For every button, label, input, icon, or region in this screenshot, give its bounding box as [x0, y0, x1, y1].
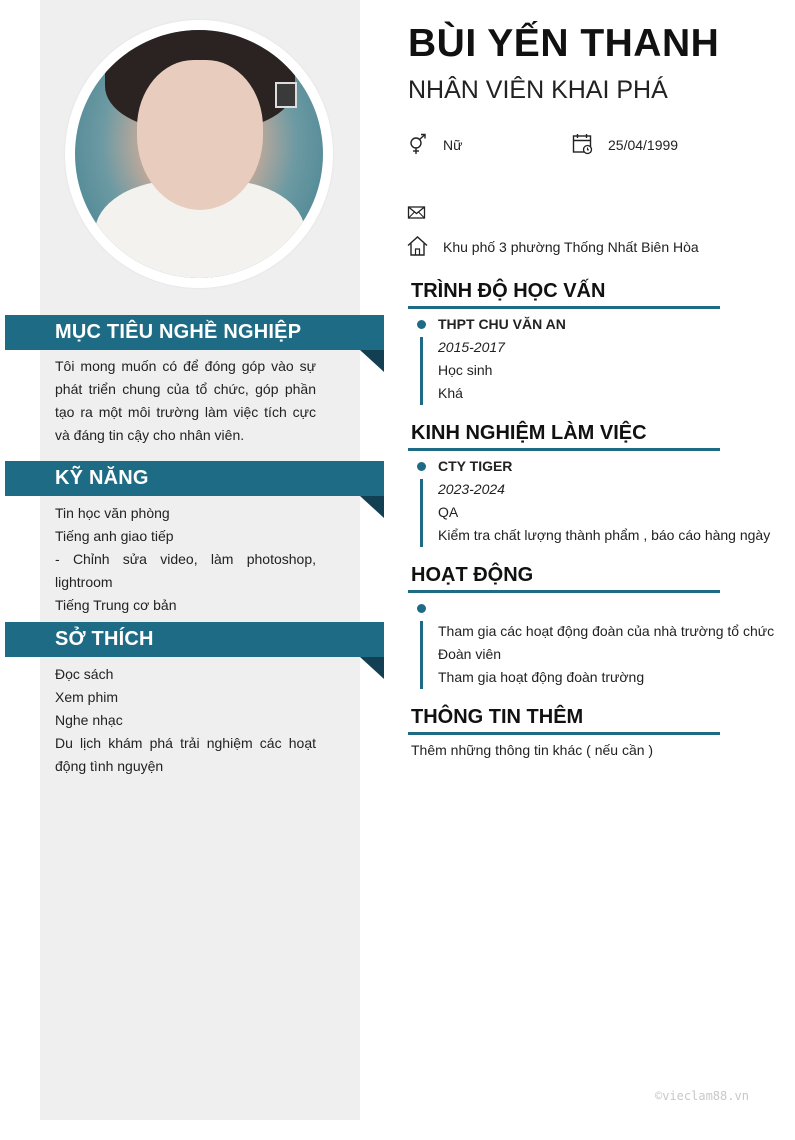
additional-text: Thêm những thông tin khác ( nếu cần )	[411, 742, 654, 758]
experience-period: 2023-2024	[438, 481, 505, 497]
activities-entry	[438, 620, 774, 689]
experience-entry	[438, 455, 770, 547]
timeline-dot	[417, 320, 426, 329]
gender-icon	[407, 133, 429, 155]
gender-value: Nữ	[443, 137, 463, 153]
education-line: Học sinh	[438, 362, 493, 378]
experience-rule	[408, 448, 720, 451]
address-value: Khu phố 3 phường Thống Nhất Biên Hòa	[443, 239, 699, 255]
skills-fold	[360, 496, 384, 518]
watermark: ©vieclam88.vn	[655, 1089, 749, 1103]
education-rule	[408, 306, 720, 309]
list-item: Tin học văn phòng	[55, 505, 170, 521]
hobbies-fold	[360, 657, 384, 679]
timeline-dot	[417, 462, 426, 471]
skills-title: KỸ NĂNG	[55, 467, 149, 489]
hobbies-title: SỞ THÍCH	[55, 628, 154, 650]
additional-rule	[408, 732, 720, 735]
avatar-frame	[65, 20, 333, 288]
activity-line: Đoàn viên	[438, 646, 502, 662]
envelope-icon	[407, 202, 429, 224]
experience-line: QA	[438, 504, 459, 520]
education-period: 2015-2017	[438, 339, 505, 355]
list-item: Đọc sách	[55, 666, 114, 682]
list-item: Du lịch khám phá trải nghiệm các hoạt động tình nguyện	[55, 735, 316, 774]
timeline-line	[420, 621, 423, 689]
skills-list	[55, 502, 316, 617]
timeline-dot	[417, 604, 426, 613]
activity-line: Tham gia các hoạt động đoàn của nhà trường tổ chức	[438, 623, 775, 639]
education-title: TRÌNH ĐỘ HỌC VẤN	[411, 280, 606, 302]
list-item: Tiếng Trung cơ bản	[55, 597, 177, 613]
job-title: NHÂN VIÊN KHAI PHÁ	[408, 76, 668, 104]
objective-fold	[360, 350, 384, 372]
candidate-name: BÙI YẾN THANH	[408, 22, 720, 65]
skills-header	[5, 461, 384, 496]
company-name: CTY TIGER	[438, 458, 513, 474]
objective-title: MỤC TIÊU NGHỀ NGHIỆP	[55, 321, 302, 343]
objective-header	[5, 315, 384, 350]
list-item: Xem phim	[55, 689, 119, 705]
activities-rule	[408, 590, 720, 593]
hobbies-header	[5, 622, 384, 657]
education-entry	[438, 313, 566, 405]
timeline-line	[420, 337, 423, 405]
birthdate-value: 25/04/1999	[608, 137, 679, 153]
objective-text: Tôi mong muốn có để đóng góp vào sự phát triển chung của tổ chức, góp phần tạo ra một môi trường làm việc tích cực và đáng tin cậy cho nhân viên.	[55, 358, 316, 443]
additional-title: THÔNG TIN THÊM	[411, 706, 584, 728]
avatar	[75, 30, 323, 278]
list-item: Tiếng anh giao tiếp	[55, 528, 174, 544]
home-icon	[407, 235, 429, 257]
experience-line: Kiểm tra chất lượng thành phẩm , báo cáo hàng ngày	[438, 527, 771, 543]
list-item: - Chỉnh sửa video, làm photoshop, lightroom	[55, 551, 316, 590]
experience-title: KINH NGHIỆM LÀM VIỆC	[411, 422, 647, 444]
activity-line: Tham gia hoạt động đoàn trường	[438, 669, 645, 685]
timeline-line	[420, 479, 423, 547]
activities-title: HOẠT ĐỘNG	[411, 564, 534, 586]
education-line: Khá	[438, 385, 463, 401]
hobbies-list	[55, 663, 316, 778]
school-name: THPT CHU VĂN AN	[438, 316, 566, 332]
calendar-icon	[572, 133, 594, 155]
list-item: Nghe nhạc	[55, 712, 123, 728]
